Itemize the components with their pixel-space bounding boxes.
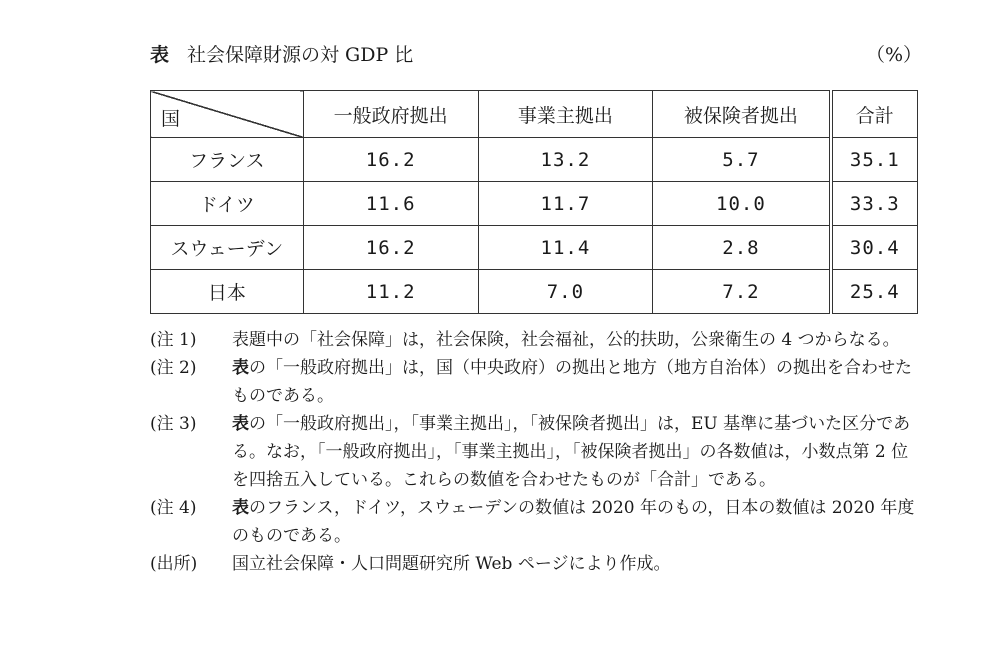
note-label: (注 3) [150,414,197,434]
table-cell: 11.7 [478,182,653,226]
table-cell: 11.6 [303,182,478,226]
row-header: 日本 [151,270,304,314]
table-cell: 11.2 [303,270,478,314]
column-header: 一般政府拠出 [303,91,478,138]
table-cell: 11.4 [478,226,653,270]
table-row [151,182,918,226]
table-cell: 10.0 [653,182,831,226]
source-text: 国立社会保障・人口問題研究所 Web ページにより作成。 [232,554,671,574]
row-header: ドイツ [151,182,304,226]
table-row [151,138,918,182]
row-header: スウェーデン [151,226,304,270]
note-text-body: のフランス，ドイツ，スウェーデンの数値は 2020 年のもの，日本の数値は 2020 年度のものである。 [232,498,915,546]
corner-label: 国 [161,108,181,130]
table-cell: 5.7 [653,138,831,182]
row-header: フランス [151,138,304,182]
caption-tag: 表 [150,44,170,66]
table-cell-total: 35.1 [831,138,918,182]
column-header: 被保険者拠出 [653,91,831,138]
header-row [151,91,918,138]
note-bold-ref: 表 [232,414,249,434]
table-cell: 16.2 [303,138,478,182]
note-text-body: の「一般政府拠出」，「事業主拠出」，「被保険者拠出」は，EU 基準に基づいた区分である。なお，「一般政府拠出」，「事業主拠出」，「被保険者拠出」の各数値は，小数点第 2 位を四捨五入している。これらの数値を合わせたものが「合計」である。 [232,414,911,490]
table-row [151,226,918,270]
corner-cell [151,91,304,138]
note-text [232,354,918,410]
notes-section [150,326,918,578]
source-label: (出所) [150,554,198,574]
note-label: (注 1) [150,330,197,350]
column-header-total: 合計 [831,91,918,138]
source-note [150,550,918,578]
caption-title: 社会保障財源の対 GDP 比 [187,44,414,66]
note-4 [150,494,918,550]
note-text-body: の「一般政府拠出」は，国（中央政府）の拠出と地方（地方自治体）の拠出を合わせたものである。 [232,358,912,406]
table-cell-total: 25.4 [831,270,918,314]
table-cell-total: 33.3 [831,182,918,226]
note-bold-ref: 表 [232,498,249,518]
note-text [232,410,918,494]
data-table [150,90,918,314]
table-cell: 2.8 [653,226,831,270]
table-cell: 16.2 [303,226,478,270]
note-label: (注 4) [150,498,197,518]
note-text [232,326,918,354]
table-cell: 7.0 [478,270,653,314]
note-bold-ref: 表 [232,358,249,378]
note-1 [150,326,918,354]
table-cell: 13.2 [478,138,653,182]
note-text [232,494,918,550]
table-caption [150,40,413,67]
note-2 [150,354,918,410]
note-3 [150,410,918,494]
note-text-body: 表題中の「社会保障」は，社会保険，社会福祉，公的扶助，公衆衛生の 4 つからなる。 [232,330,900,350]
column-header: 事業主拠出 [478,91,653,138]
unit-label: （%） [866,44,923,66]
table-cell: 7.2 [653,270,831,314]
table-cell-total: 30.4 [831,226,918,270]
note-label: (注 2) [150,358,197,378]
table-row [151,270,918,314]
